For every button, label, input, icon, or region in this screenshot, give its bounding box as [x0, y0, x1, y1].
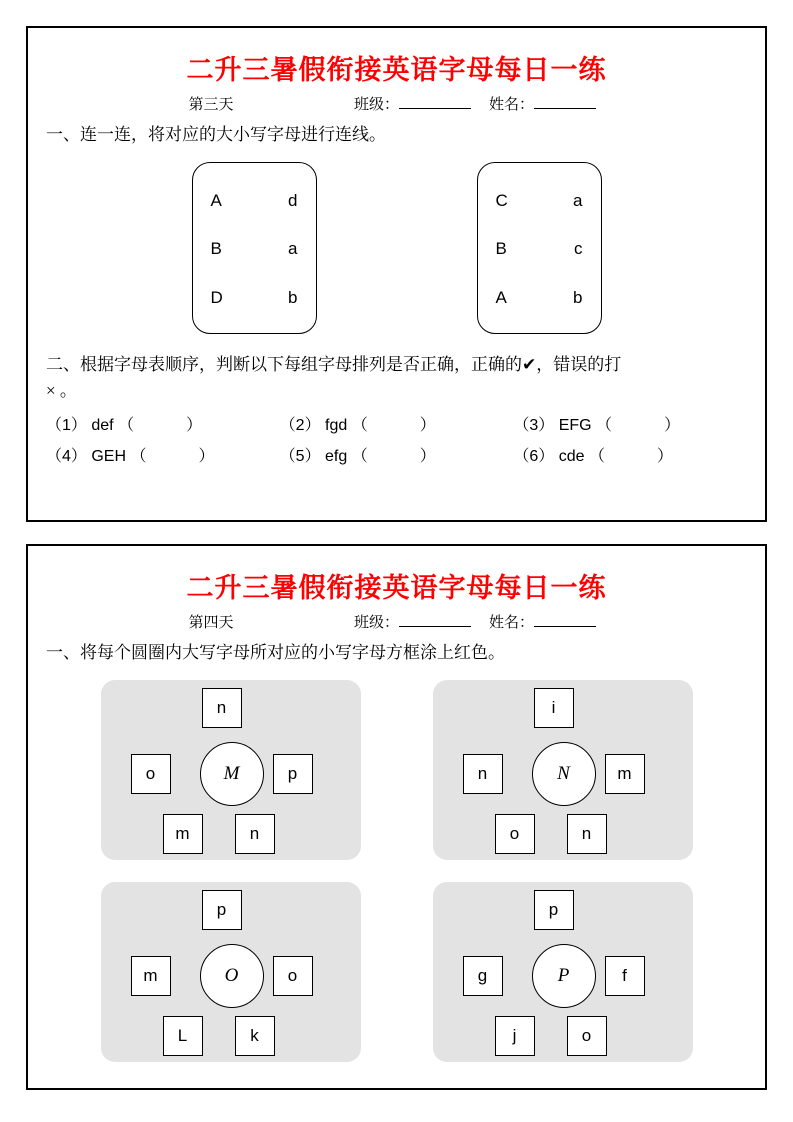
item-letters: cde	[558, 447, 585, 465]
list-item[interactable]	[280, 443, 514, 466]
option-box-top[interactable]: p	[202, 890, 242, 930]
items-row	[46, 443, 747, 466]
option-box-left[interactable]: m	[131, 956, 171, 996]
item-number: （6）	[513, 447, 555, 465]
name-blank-1[interactable]	[534, 93, 596, 109]
option-box-bottom-right[interactable]: k	[235, 1016, 275, 1056]
match-left: A	[210, 190, 222, 210]
item-open-paren: （	[588, 447, 605, 465]
option-box-bottom-left[interactable]: j	[495, 1016, 535, 1056]
item-number: （3）	[513, 416, 555, 434]
item-letters: fgd	[325, 416, 348, 434]
list-item[interactable]	[46, 412, 280, 435]
class-label-1: 班级：	[354, 97, 400, 113]
match-pair[interactable]	[478, 288, 601, 308]
item-letters: GEH	[91, 447, 127, 465]
option-box-bottom-right[interactable]: n	[567, 814, 607, 854]
list-item[interactable]	[46, 443, 280, 466]
question-2-part-3: × 。	[46, 381, 77, 400]
option-box-right[interactable]: o	[273, 956, 313, 996]
group-row	[101, 882, 693, 1062]
match-left: A	[495, 288, 507, 308]
item-number: （4）	[46, 447, 87, 465]
item-letters: def	[91, 416, 114, 434]
class-label-2: 班级：	[354, 615, 400, 631]
class-field-1	[354, 93, 471, 114]
name-label-1: 姓名：	[489, 97, 535, 113]
list-item[interactable]	[513, 412, 747, 435]
match-box-2[interactable]	[477, 162, 602, 334]
match-left: D	[210, 288, 223, 308]
option-box-left[interactable]: n	[463, 754, 503, 794]
option-box-bottom-left[interactable]: m	[163, 814, 203, 854]
match-right: d	[288, 190, 298, 210]
class-blank-2[interactable]	[399, 611, 471, 627]
option-box-left[interactable]: o	[131, 754, 171, 794]
question-2-part-1: 二、根据字母表顺序，判断以下每组字母排列是否正确，正确的	[46, 354, 522, 374]
item-open-paren: （	[130, 447, 147, 465]
question-2-part-2: ，错误的打	[536, 354, 622, 374]
list-item[interactable]	[280, 412, 514, 435]
letter-group	[101, 882, 361, 1062]
option-box-bottom-left[interactable]: o	[495, 814, 535, 854]
day-label-2: 第四天	[188, 615, 234, 631]
item-number: （5）	[279, 447, 321, 465]
option-box-left[interactable]: g	[463, 956, 503, 996]
item-open-paren: （	[351, 447, 368, 465]
page-title-2: 二升三暑假衔接英语字母每日一练	[186, 573, 607, 603]
question-2-text	[46, 352, 747, 404]
list-item[interactable]	[513, 443, 747, 466]
match-box-1[interactable]	[192, 162, 317, 334]
item-close-paren: ）	[186, 416, 203, 434]
option-box-top[interactable]: i	[534, 688, 574, 728]
item-close-paren: ）	[419, 447, 436, 465]
header-meta-2	[46, 611, 747, 632]
item-close-paren: ）	[656, 447, 673, 465]
option-box-top[interactable]: p	[534, 890, 574, 930]
question-1-text-2: 一、将每个圆圈内大写字母所对应的小写字母方框涂上红色。	[46, 643, 505, 662]
name-blank-2[interactable]	[534, 611, 596, 627]
group-center-circle[interactable]: P	[532, 944, 596, 1008]
match-right: b	[573, 288, 583, 308]
option-box-bottom-right[interactable]: o	[567, 1016, 607, 1056]
item-number: （2）	[279, 416, 321, 434]
match-right: a	[288, 239, 298, 259]
match-pair[interactable]	[478, 239, 601, 259]
group-center-circle[interactable]: O	[200, 944, 264, 1008]
option-box-bottom-right[interactable]: n	[235, 814, 275, 854]
item-open-paren: （	[351, 416, 368, 434]
letter-group	[433, 882, 693, 1062]
page-title-1: 二升三暑假衔接英语字母每日一练	[186, 55, 607, 85]
option-box-right[interactable]: p	[273, 754, 313, 794]
option-box-right[interactable]: f	[605, 956, 645, 996]
match-right: a	[573, 190, 583, 210]
letter-group	[433, 680, 693, 860]
option-box-top[interactable]: n	[202, 688, 242, 728]
match-pair[interactable]	[193, 288, 316, 308]
match-right: c	[574, 239, 583, 259]
item-letters: EFG	[558, 416, 592, 434]
class-blank-1[interactable]	[399, 93, 471, 109]
item-close-paren: ）	[198, 447, 215, 465]
match-left: C	[495, 190, 508, 210]
worksheet-day-three	[26, 26, 767, 522]
worksheet-day-four	[26, 544, 767, 1090]
option-box-bottom-left[interactable]: L	[163, 1016, 203, 1056]
letter-group	[101, 680, 361, 860]
items-row	[46, 412, 747, 435]
matching-exercise	[46, 162, 747, 334]
match-pair[interactable]	[478, 191, 601, 211]
match-pair[interactable]	[193, 239, 316, 259]
match-right: b	[288, 288, 298, 308]
group-center-circle[interactable]: M	[200, 742, 264, 806]
name-field-1	[489, 93, 596, 114]
question-1-text: 一、连一连，将对应的大小写字母进行连线。	[46, 125, 386, 144]
group-center-circle[interactable]: N	[532, 742, 596, 806]
match-left: B	[210, 239, 222, 259]
item-close-paren: ）	[419, 416, 436, 434]
item-number: （1）	[46, 416, 87, 434]
group-row	[101, 680, 693, 860]
name-field-2	[489, 611, 596, 632]
class-field-2	[354, 611, 471, 632]
name-label-2: 姓名：	[489, 615, 535, 631]
header-meta-1	[46, 93, 747, 114]
item-close-paren: ）	[664, 416, 681, 434]
item-letters: efg	[325, 447, 348, 465]
coloring-exercise	[46, 680, 747, 1062]
check-mark-icon: ✔	[522, 354, 537, 375]
option-box-right[interactable]: m	[605, 754, 645, 794]
answer-items	[46, 412, 747, 466]
item-open-paren: （	[596, 416, 613, 434]
day-label-1: 第三天	[188, 97, 234, 113]
match-left: B	[495, 239, 507, 259]
item-open-paren: （	[118, 416, 135, 434]
match-pair[interactable]	[193, 191, 316, 211]
